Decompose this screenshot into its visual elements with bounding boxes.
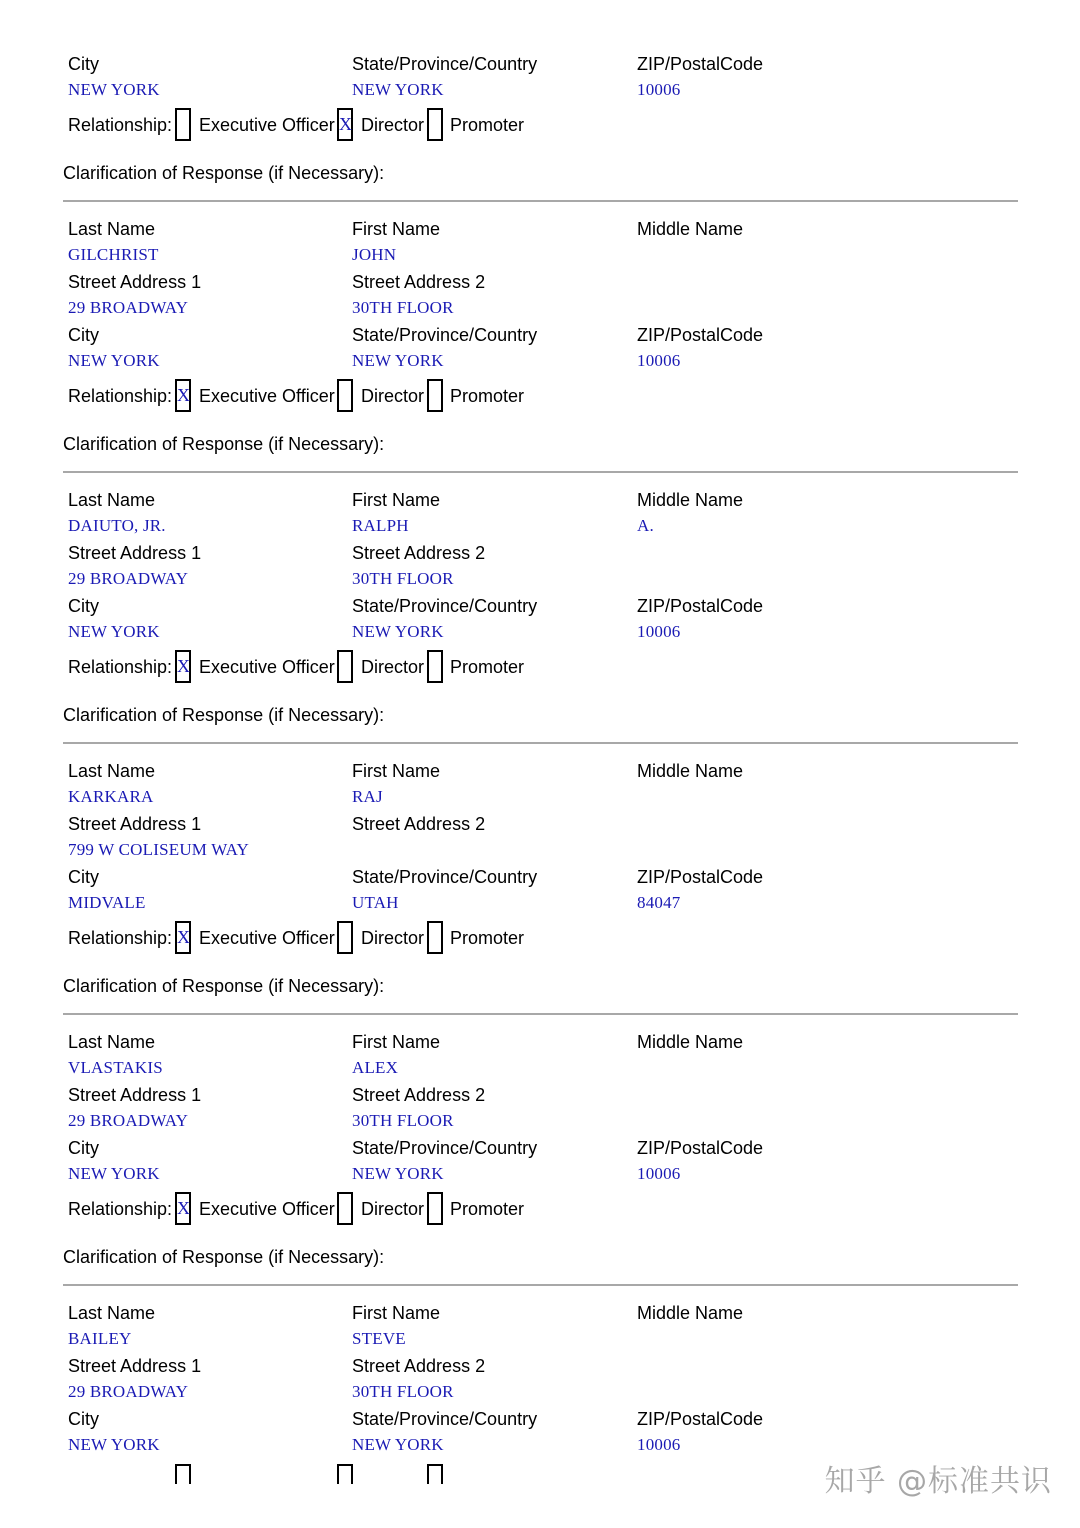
first-name-value: RAJ <box>352 787 383 806</box>
street1-value: 29 BROADWAY <box>68 1382 189 1401</box>
first-name-label: First Name <box>352 219 441 239</box>
first-name-label: First Name <box>352 761 441 781</box>
executive-officer-label: Executive Officer <box>199 657 335 677</box>
last-name-label: Last Name <box>68 1032 156 1052</box>
middle-name-value: A. <box>637 516 654 535</box>
street2-label: Street Address 2 <box>352 272 486 292</box>
street1-label: Street Address 1 <box>68 1085 202 1105</box>
section-divider <box>63 1284 1018 1286</box>
watermark-text: 知乎 @标准共识 <box>824 1464 1052 1499</box>
executive-officer-label: Executive Officer <box>199 386 335 406</box>
promoter-label: Promoter <box>450 1199 525 1219</box>
check-mark: X <box>177 385 190 405</box>
zip-value: 10006 <box>637 1164 681 1183</box>
state-label: State/Province/Country <box>352 596 538 616</box>
last-name-value: DAIUTO, JR. <box>68 516 166 535</box>
zip-label: ZIP/PostalCode <box>637 596 764 616</box>
executive-officer-checkbox[interactable] <box>175 650 191 683</box>
check-mark: X <box>177 927 190 947</box>
clarification-label: Clarification of Response (if Necessary): <box>63 1247 385 1267</box>
street1-label: Street Address 1 <box>68 1356 202 1376</box>
promoter-checkbox[interactable] <box>427 921 443 954</box>
city-value: NEW YORK <box>68 1435 160 1454</box>
first-name-label: First Name <box>352 490 441 510</box>
zip-value: 10006 <box>637 351 681 370</box>
middle-name-label: Middle Name <box>637 761 744 781</box>
executive-officer-checkbox[interactable] <box>175 1192 191 1225</box>
promoter-label: Promoter <box>450 386 525 406</box>
city-value: MIDVALE <box>68 893 146 912</box>
check-mark: X <box>177 656 190 676</box>
last-name-label: Last Name <box>68 761 156 781</box>
executive-officer-checkbox[interactable] <box>175 1464 191 1484</box>
zip-label: ZIP/PostalCode <box>637 54 764 74</box>
street1-label: Street Address 1 <box>68 814 202 834</box>
zip-label: ZIP/PostalCode <box>637 325 764 345</box>
street1-value: 799 W COLISEUM WAY <box>68 840 250 859</box>
zip-label: ZIP/PostalCode <box>637 1138 764 1158</box>
state-label: State/Province/Country <box>352 867 538 887</box>
last-name-value: KARKARA <box>68 787 154 806</box>
promoter-label: Promoter <box>450 115 525 135</box>
director-checkbox[interactable] <box>337 379 353 412</box>
promoter-checkbox[interactable] <box>427 379 443 412</box>
promoter-checkbox[interactable] <box>427 1192 443 1225</box>
street2-value: 30TH FLOOR <box>352 569 454 588</box>
street2-value: 30TH FLOOR <box>352 298 454 317</box>
last-name-value: BAILEY <box>68 1329 132 1348</box>
state-value: NEW YORK <box>352 351 444 370</box>
director-checkbox[interactable] <box>337 108 353 141</box>
zip-value: 84047 <box>637 893 681 912</box>
director-label: Director <box>361 386 425 406</box>
relationship-row <box>68 650 588 686</box>
relationship-row <box>68 1192 588 1228</box>
city-label: City <box>68 1409 99 1429</box>
first-name-value: ALEX <box>352 1058 399 1077</box>
street1-label: Street Address 1 <box>68 543 202 563</box>
director-checkbox[interactable] <box>337 1192 353 1225</box>
promoter-label: Promoter <box>450 657 525 677</box>
promoter-label: Promoter <box>450 928 525 948</box>
director-checkbox[interactable] <box>337 650 353 683</box>
clarification-label: Clarification of Response (if Necessary): <box>63 705 385 725</box>
director-label: Director <box>361 1199 425 1219</box>
section-divider <box>63 1013 1018 1015</box>
director-label: Director <box>361 657 425 677</box>
city-value: NEW YORK <box>68 80 160 99</box>
state-value: UTAH <box>352 893 399 912</box>
section-divider <box>63 200 1018 202</box>
state-value: NEW YORK <box>352 1164 444 1183</box>
last-name-value: GILCHRIST <box>68 245 159 264</box>
zip-label: ZIP/PostalCode <box>637 1409 764 1429</box>
first-name-label: First Name <box>352 1032 441 1052</box>
middle-name-label: Middle Name <box>637 1032 744 1052</box>
street2-label: Street Address 2 <box>352 543 486 563</box>
director-checkbox[interactable] <box>337 921 353 954</box>
city-label: City <box>68 325 99 345</box>
middle-name-label: Middle Name <box>637 1303 744 1323</box>
first-name-value: JOHN <box>352 245 397 264</box>
relationship-label: Relationship: <box>68 657 173 677</box>
middle-name-label: Middle Name <box>637 490 744 510</box>
executive-officer-checkbox[interactable] <box>175 108 191 141</box>
check-mark: X <box>339 114 352 134</box>
first-name-value: RALPH <box>352 516 409 535</box>
zip-label: ZIP/PostalCode <box>637 867 764 887</box>
city-label: City <box>68 54 99 74</box>
state-label: State/Province/Country <box>352 325 538 345</box>
city-label: City <box>68 1138 99 1158</box>
state-value: NEW YORK <box>352 1435 444 1454</box>
director-checkbox[interactable] <box>337 1464 353 1484</box>
state-value: NEW YORK <box>352 622 444 641</box>
state-value: NEW YORK <box>352 80 444 99</box>
middle-name-label: Middle Name <box>637 219 744 239</box>
relationship-row <box>68 379 588 415</box>
executive-officer-checkbox[interactable] <box>175 379 191 412</box>
first-name-label: First Name <box>352 1303 441 1323</box>
clarification-label: Clarification of Response (if Necessary): <box>63 434 385 454</box>
relationship-label: Relationship: <box>68 928 173 948</box>
street2-value: 30TH FLOOR <box>352 1111 454 1130</box>
relationship-label: Relationship: <box>68 386 173 406</box>
street2-label: Street Address 2 <box>352 1356 486 1376</box>
executive-officer-label: Executive Officer <box>199 1199 335 1219</box>
clarification-label: Clarification of Response (if Necessary): <box>63 976 385 996</box>
director-label: Director <box>361 928 425 948</box>
director-label: Director <box>361 115 425 135</box>
street2-value: 30TH FLOOR <box>352 1382 454 1401</box>
street1-label: Street Address 1 <box>68 272 202 292</box>
clarification-label: Clarification of Response (if Necessary): <box>63 163 385 183</box>
executive-officer-label: Executive Officer <box>199 928 335 948</box>
promoter-checkbox[interactable] <box>427 650 443 683</box>
street2-label: Street Address 2 <box>352 1085 486 1105</box>
street1-value: 29 BROADWAY <box>68 1111 189 1130</box>
street1-value: 29 BROADWAY <box>68 298 189 317</box>
zip-value: 10006 <box>637 622 681 641</box>
relationship-row <box>68 921 588 957</box>
state-label: State/Province/Country <box>352 54 538 74</box>
check-mark: X <box>177 1198 190 1218</box>
street2-label: Street Address 2 <box>352 814 486 834</box>
relationship-row <box>68 108 588 144</box>
section-divider <box>63 742 1018 744</box>
executive-officer-label: Executive Officer <box>199 115 335 135</box>
promoter-checkbox[interactable] <box>427 108 443 141</box>
relationship-label: Relationship: <box>68 115 173 135</box>
promoter-checkbox[interactable] <box>427 1464 443 1484</box>
last-name-value: VLASTAKIS <box>68 1058 163 1077</box>
state-label: State/Province/Country <box>352 1138 538 1158</box>
relationship-label: Relationship: <box>68 1199 173 1219</box>
city-value: NEW YORK <box>68 1164 160 1183</box>
street1-value: 29 BROADWAY <box>68 569 189 588</box>
state-label: State/Province/Country <box>352 1409 538 1429</box>
zip-value: 10006 <box>637 1435 681 1454</box>
executive-officer-checkbox[interactable] <box>175 921 191 954</box>
city-value: NEW YORK <box>68 351 160 370</box>
first-name-value: STEVE <box>352 1329 406 1348</box>
last-name-label: Last Name <box>68 490 156 510</box>
last-name-label: Last Name <box>68 1303 156 1323</box>
last-name-label: Last Name <box>68 219 156 239</box>
zip-value: 10006 <box>637 80 681 99</box>
city-value: NEW YORK <box>68 622 160 641</box>
city-label: City <box>68 596 99 616</box>
city-label: City <box>68 867 99 887</box>
section-divider <box>63 471 1018 473</box>
